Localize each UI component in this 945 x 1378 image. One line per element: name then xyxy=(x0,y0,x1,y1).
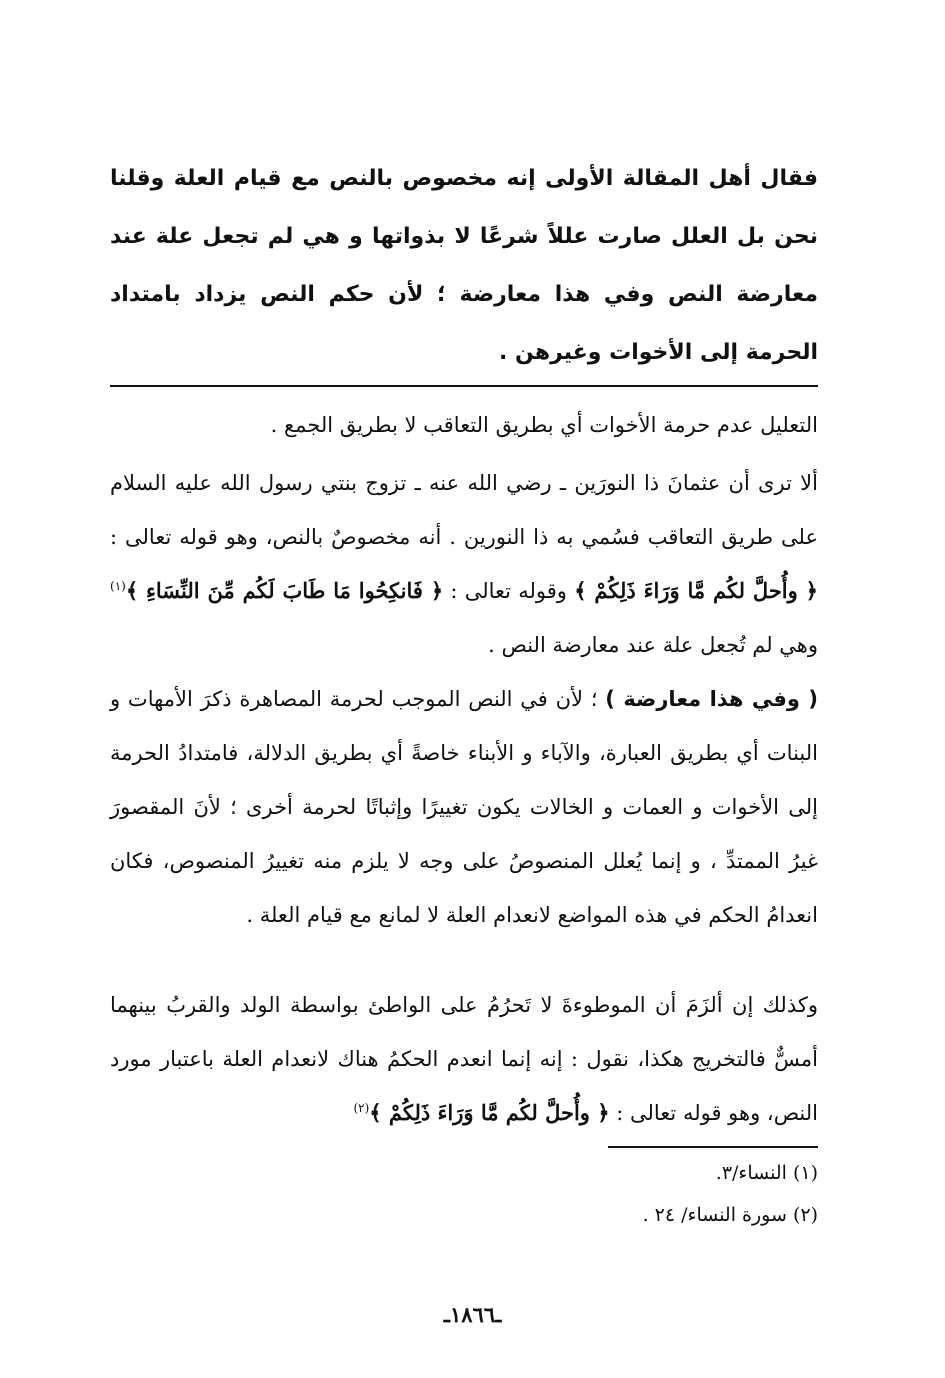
quran-verse: ﴿ وأُحلَّ لكُم مَّا وَرَاءَ ذَلِكُمْ ﴾ xyxy=(574,578,818,603)
paragraph-text: وقوله تعالى : xyxy=(450,579,567,603)
commentary-paragraph-2 xyxy=(110,456,818,672)
section-divider xyxy=(110,385,818,387)
footnote-marker: (١) xyxy=(110,579,126,593)
commentary-paragraph-3 xyxy=(110,672,818,942)
footnote-1: (١) النساء/٣. xyxy=(715,1162,818,1184)
paragraph-text: ؛ لأن في النص الموجب لحرمة المصاهرة ذكرَ الأمهات و البنات أي بطريق العبارة، والآباء و الأبناء خاصةً أي بطريق الدلالة، فامتدادُ الحرمة إلى الأخوات و العمات و الخالات يكون تغييرًا وإثباتًا لحرمة أخرى ؛ لأنَ المقصورَ غيرُ الممتدِّ ، و إنما يُعلل المنصوصُ على وجه لا يلزم منه تغييرُ المنصوص، فكان انعدامُ الحكم في هذه المواضع لانعدام العلة لا لمانع مع قيام العلة . xyxy=(110,687,818,927)
main-text: فقال أهل المقالة الأولى إنه مخصوص بالنص مع قيام العلة وقلنا نحن بل العلل صارت عللاً شرعًا لا بذواتها و هي لم تجعل علة عند معارضة النص وفي هذا معارضة ؛ لأن حكم النص يزداد بامتداد الحرمة إلى الأخوات وغيرهن . xyxy=(110,166,818,365)
quran-verse: ﴿ وأُحلَّ لكُم مَّا وَرَاءَ ذَلِكُمْ ﴾ xyxy=(369,1100,610,1125)
page-number: ـ١٨٦٦ـ xyxy=(443,1302,502,1327)
footnotes xyxy=(110,1152,818,1236)
paragraph-text: وكذلك إن ألزَمَ أن الموطوءةَ لا تَحرُمُ على الواطئ بواسطة الولد والقربُ بينهما أمسٌّ فالتخريج هكذا، نقول : إنه إنما انعدم الحكمُ هناك لانعدام العلة باعتبار مورد النص، وهو قوله تعالى : xyxy=(110,993,818,1125)
quoted-lemma: ( وفي هذا معارضة ) xyxy=(605,687,818,711)
quran-verse: ﴿ فَانكِحُوا مَا طَابَ لَكُم مِّنَ النِّسَاءِ ﴾ xyxy=(125,578,444,603)
paragraph-text: وهي لم تُجعل علة عند معارضة النص . xyxy=(488,633,818,657)
footnote-2: (٢) سورة النساء/ ٢٤ . xyxy=(642,1204,818,1226)
footnote-marker: (٢) xyxy=(353,1101,370,1115)
commentary-paragraph-1: التعليل عدم حرمة الأخوات أي بطريق التعاقب لا بطريق الجمع . xyxy=(270,413,818,437)
commentary-paragraph-4 xyxy=(110,978,818,1140)
footnote-divider xyxy=(608,1146,818,1148)
paragraph-text: ألا ترى أن عثمانَ ذا النورَين ـ رضي الله عنه ـ تزوج بنتي رسول الله عليه السلام على طريق التعاقب فسُمي به ذا النورين . أنه مخصوصٌ بالنص، وهو قوله تعالى : xyxy=(110,471,818,549)
